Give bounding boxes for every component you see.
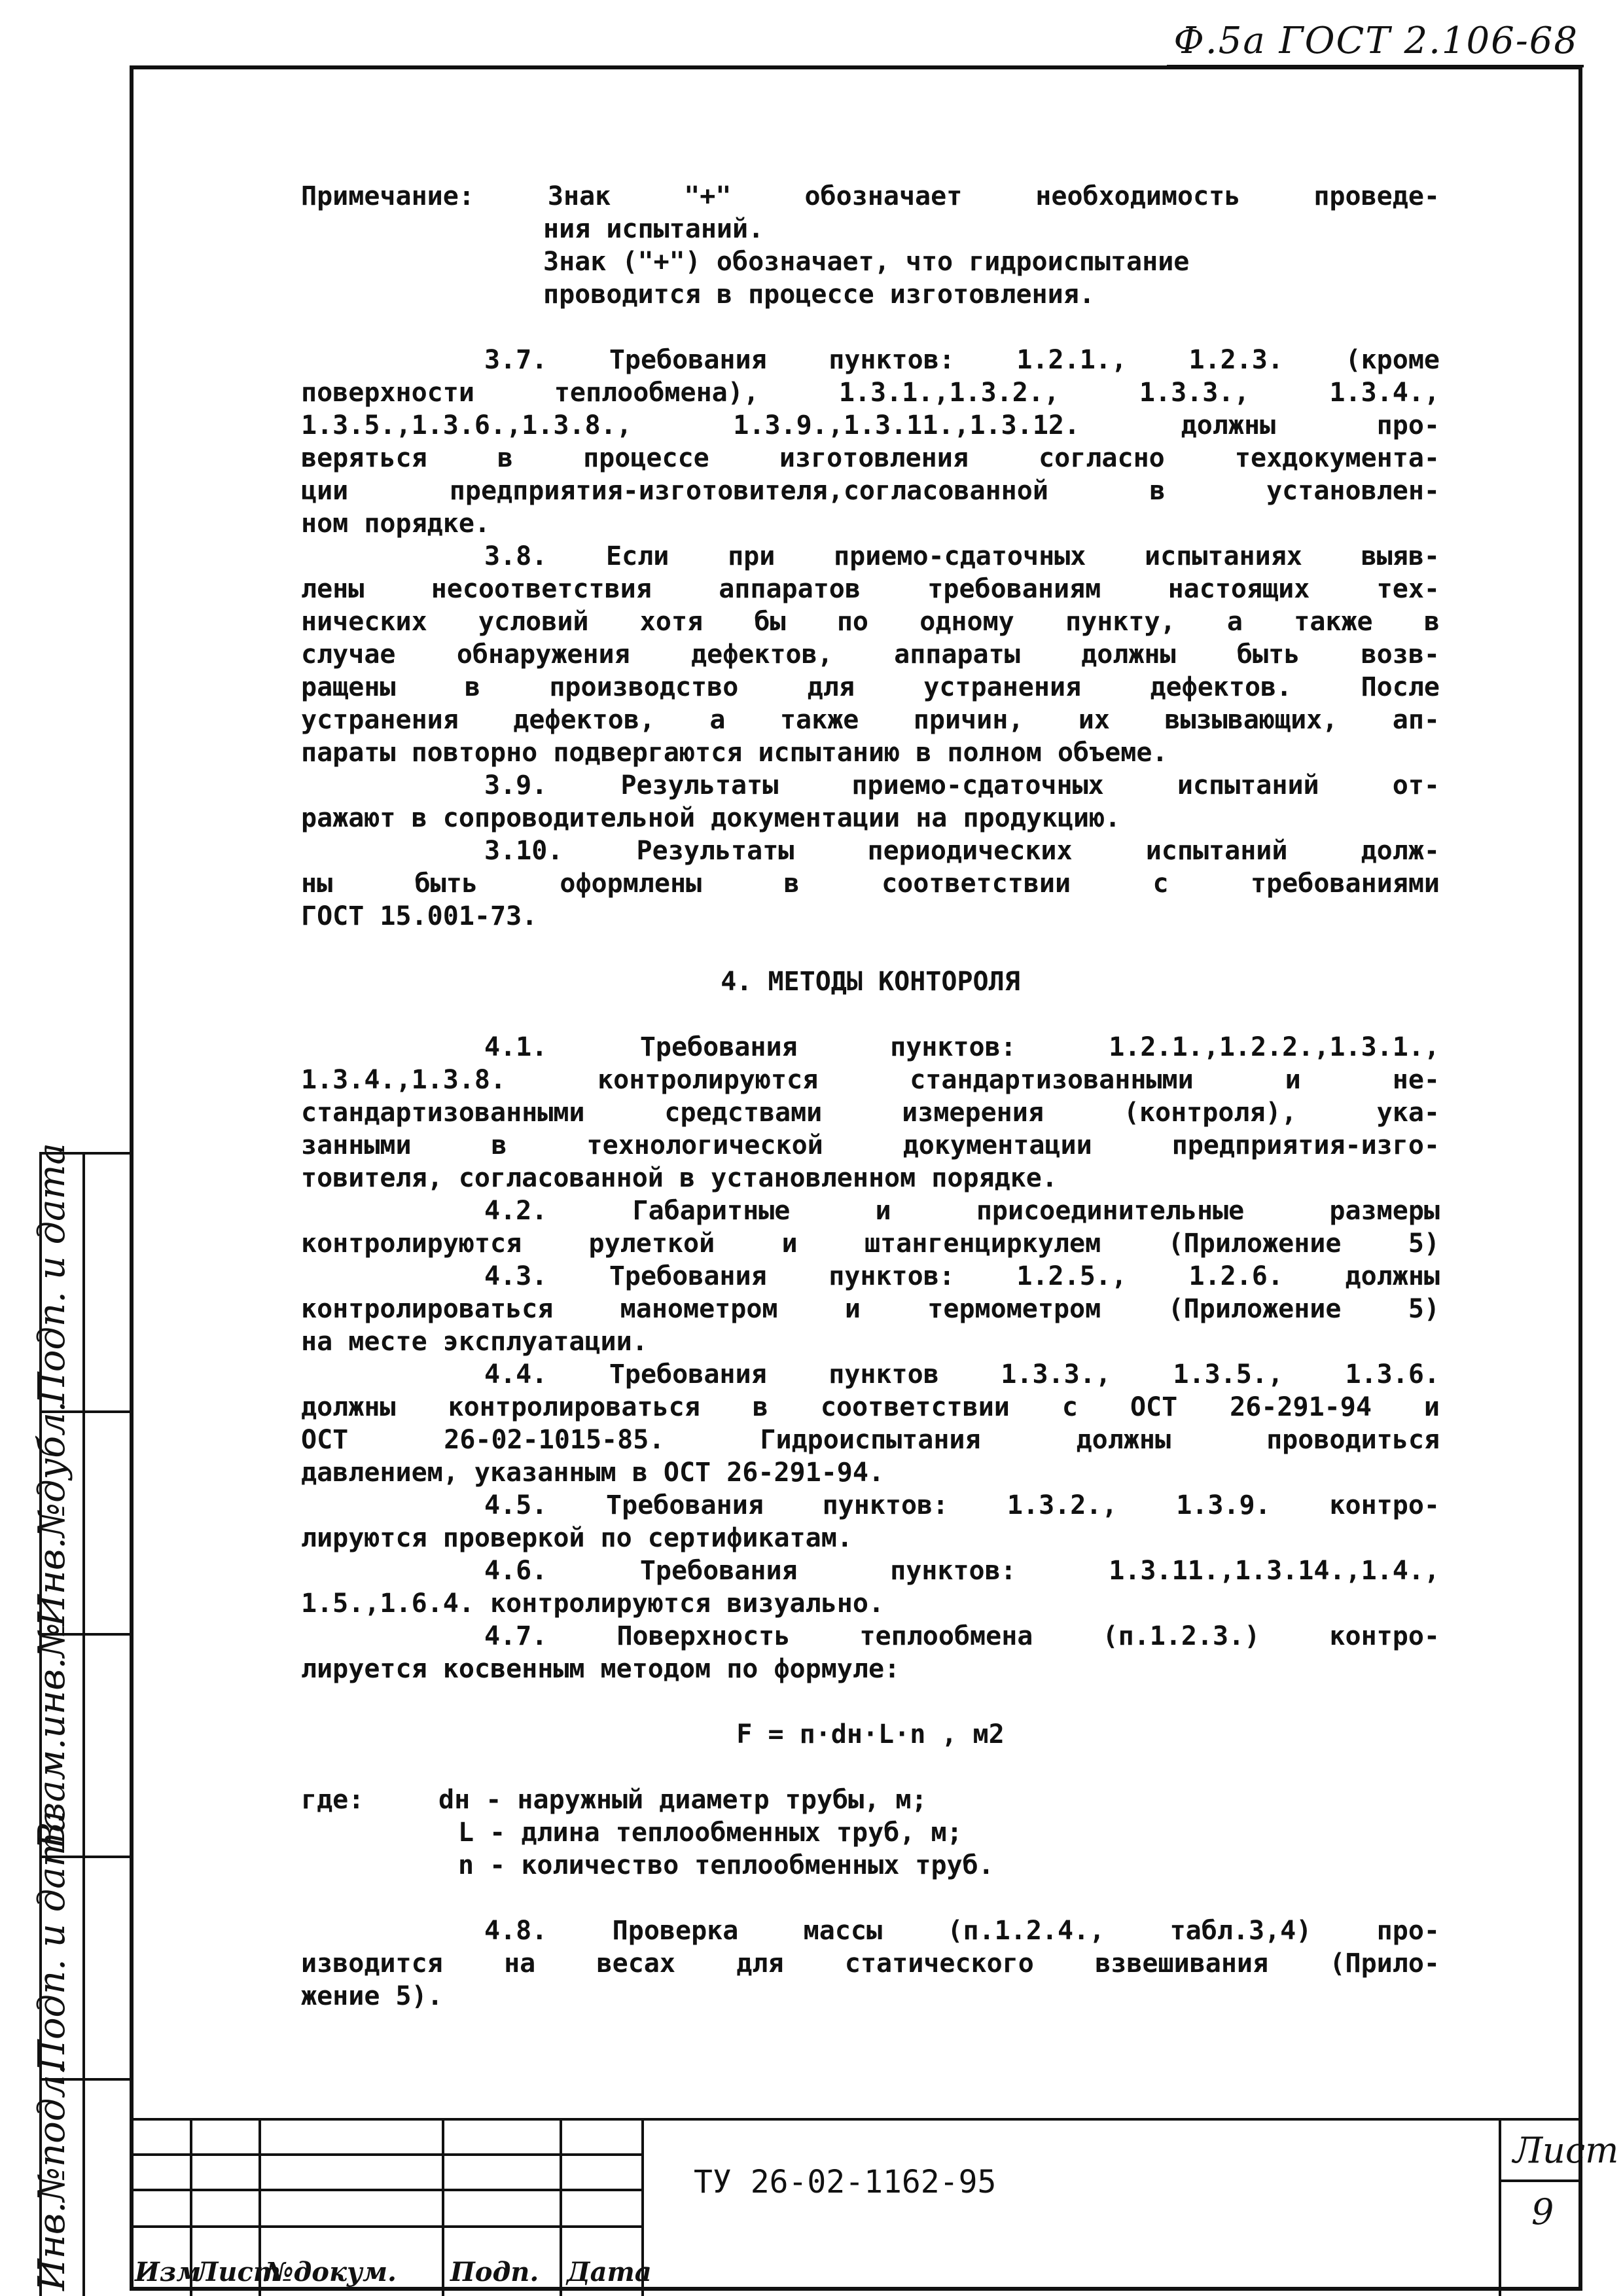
paragraph-3-10: 3.10. Результаты периодических испытаний долж- ны быть оформлены в соответствии с требованиями ГОСТ 15.001-73. [301, 836, 1440, 931]
paragraph-4-3: 4.3. Требования пунктов: 1.2.5., 1.2.6. должны контролироваться манометром и термометром (Приложение 5) на месте эксплуатации. [301, 1261, 1440, 1357]
formula: F = п·dн·L·n , м2 [736, 1719, 1005, 1749]
paragraph-4-7: 4.7. Поверхность теплообмена (п.1.2.3.) контро- лируется косвенным методом по формуле: [301, 1621, 1440, 1684]
where-label: где: [301, 1785, 365, 1815]
strip-label-podp-data: Подп. и дата [31, 1810, 73, 2072]
paragraph-4-1: 4.1. Требования пунктов: 1.2.1.,1.2.2.,1.3.1., 1.3.4.,1.3.8. контролируются стандартизованными и не- стандартизованными средствами измерения (контроля), ука- занными в технологической документации предприятия-изго- товителя, согласованной в установленном порядке. [301, 1032, 1440, 1193]
strip-divider [82, 1152, 85, 2296]
title-block-divider [1499, 2118, 1501, 2296]
strip-label-vzam-inv: Взам.инв.№ [31, 1623, 73, 1849]
title-block-divider [442, 2118, 444, 2296]
title-block-divider [130, 2118, 1582, 2121]
definition-row: n - количество теплообменных труб. [458, 1850, 994, 1880]
definition-row: L - длина теплообменных труб, м; [458, 1818, 963, 1848]
title-block-divider [130, 2189, 641, 2191]
column-date: Дата [567, 2257, 652, 2287]
paragraph-4-6: 4.6. Требования пунктов: 1.3.11.,1.3.14.,1.4., 1.5.,1.6.4. контролируются визуально. [301, 1556, 1440, 1619]
document-body [301, 180, 1440, 2013]
note-line-1: Примечание: Знак "+" обозначает необходимость проведе- [301, 181, 1440, 211]
title-block-divider [1499, 2179, 1582, 2182]
strip-label-inv-dubl: Инв.№дубл. [31, 1401, 73, 1626]
paragraph-4-2: 4.2. Габаритные и присоединительные размеры контролируются рулеткой и штангенциркулем (Приложение 5) [301, 1196, 1440, 1259]
note-line-4: проводится в процессе изготовления. [543, 279, 1095, 310]
sheet-number: 9 [1531, 2191, 1554, 2233]
margin-strip [0, 1143, 130, 2296]
formula-definitions [301, 1784, 1440, 1882]
note-block [301, 180, 1440, 311]
column-doc-number: №докум. [265, 2257, 397, 2287]
note-label: Примечание: [301, 181, 474, 211]
title-block-divider [130, 2153, 641, 2156]
paragraph-4-8: 4.8. Проверка массы (п.1.2.4., табл.3,4) про- изводится на весах для статического взвешивания (Прило- жение 5). [301, 1916, 1440, 2011]
column-signature: Подп. [450, 2257, 539, 2287]
form-code-header: Ф.5а ГОСТ 2.106-68 [1167, 20, 1584, 67]
note-line-3: Знак ("+") обозначает, что гидроиспытание [543, 247, 1190, 277]
column-izm: Изм [135, 2257, 202, 2287]
paragraph-4-4: 4.4. Требования пунктов 1.3.3., 1.3.5., 1.3.6. должны контролироваться в соответствии с ОСТ 26-291-94 и ОСТ 26-02-1015-85. Гидроиспытания должны проводиться давлением, указанным в ОСТ 26-291-94. [301, 1359, 1440, 1488]
paragraph-3-8: 3.8. Если при приемо-сдаточных испытаниях выяв- лены несоответствия аппаратов требованиям настоящих тех- нических условий хотя бы по одному пункту, а также в случае обнаружения дефектов, аппараты должны быть возв- ращены в производство для устранения дефектов. После устранения дефектов, а также причин, их вызывающих, ап- параты повторно подвергаются испытанию в полном объеме. [301, 541, 1440, 768]
paragraph-3-7: 3.7. Требования пунктов: 1.2.1., 1.2.3. (кроме поверхности теплообмена), 1.3.1.,1.3.2., 1.3.3., 1.3.4., 1.3.5.,1.3.6.,1.3.8., 1.3.9.,1.3.11.,1.3.12. должны про- веряться в процессе изготовления согласно техдокумента- ции предприятия-изготовителя,согласованной в установлен- ном порядке. [301, 345, 1440, 539]
definition-row: где: dн - наружный диаметр трубы, м; [301, 1785, 927, 1815]
title-block-divider [560, 2118, 562, 2296]
strip-label-inv-podl: Инв.№подл. [31, 2063, 73, 2291]
sheet-label: Лист [1513, 2130, 1619, 2171]
note-line-2: ния испытаний. [543, 214, 764, 244]
column-list: Лист [195, 2257, 281, 2287]
section-4-title: 4. МЕТОДЫ КОНТОРОЛЯ [721, 967, 1020, 997]
document-code: ТУ 26-02-1162-95 [694, 2164, 997, 2200]
title-block-divider [130, 2225, 641, 2228]
strip-label-podp-data-2: Подп. и дата [31, 1143, 73, 1404]
paragraph-3-9: 3.9. Результаты приемо-сдаточных испытаний от- ражают в сопроводительной документации на продукцию. [301, 770, 1440, 833]
paragraph-4-5: 4.5. Требования пунктов: 1.3.2., 1.3.9. контро- лируются проверкой по сертификатам. [301, 1490, 1440, 1553]
